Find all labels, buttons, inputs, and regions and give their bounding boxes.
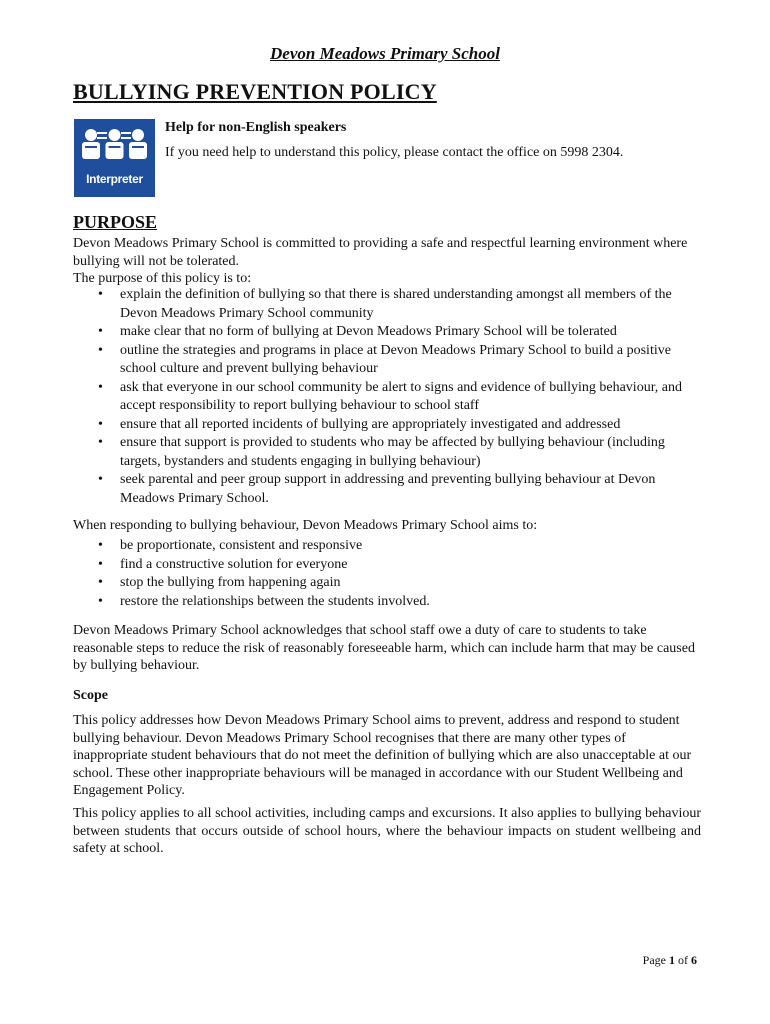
- list-item: • explain the definition of bullying so that there is shared understanding amongst all members of the Devon Meadows Primary School community: [98, 286, 698, 323]
- list-item: • seek parental and peer group support in addressing and preventing bullying behaviour at Devon Meadows Primary School.: [98, 471, 698, 508]
- page-total: 6: [691, 953, 697, 967]
- purpose-intro-text: Devon Meadows Primary School is committed to providing a safe and respectful learning environment where bullying will not be tolerated.: [73, 236, 688, 269]
- of-word: of: [678, 953, 688, 967]
- help-text: If you need help to understand this policy, please contact the office on 5998 2304.: [165, 145, 624, 160]
- aims-intro: When responding to bullying behaviour, Devon Meadows Primary School aims to:: [73, 518, 538, 533]
- list-item: • ensure that all reported incidents of bullying are appropriately investigated and addressed: [98, 416, 698, 435]
- list-item: • restore the relationships between the students involved.: [98, 593, 698, 612]
- school-name-header: Devon Meadows Primary School: [270, 44, 500, 63]
- list-item: • ask that everyone in our school community be alert to signs and evidence of bullying behaviour, and accept responsibility to report bullying behaviour to school staff: [98, 379, 698, 416]
- interpreter-people-graphic: [74, 119, 155, 171]
- duty-of-care-paragraph: Devon Meadows Primary School acknowledges that school staff owe a duty of care to students to take reasonable steps to reduce the risk of reasonably foreseeable harm, which can include harm that may be caused by bullying behaviour.: [73, 623, 695, 673]
- scope-heading: Scope: [73, 688, 108, 703]
- interpreter-icon: [74, 119, 155, 197]
- purpose-intro: [73, 235, 701, 288]
- purpose-list-lead: The purpose of this policy is to:: [73, 271, 252, 286]
- aims-list: [98, 537, 698, 611]
- list-item: • outline the strategies and programs in place at Devon Meadows Primary School to build a positive school culture and prevent bullying behaviour: [98, 342, 698, 379]
- page-word: Page: [642, 953, 666, 967]
- help-heading: Help for non-English speakers: [165, 120, 347, 135]
- scope-paragraph-1: This policy addresses how Devon Meadows Primary School aims to prevent, address and respond to student bullying behaviour. Devon Meadows Primary School recognises that there are many other types of inappropriate student behaviours that do not meet the definition of bullying which are also unacceptable at our school. These other inappropriate behaviours will be managed in accordance with our Student Wellbeing and Engagement Policy.: [73, 713, 692, 798]
- page-current: 1: [669, 953, 675, 967]
- scope-paragraph-2: This policy applies to all school activities, including camps and excursions. It also applies to bullying behaviour between students that occurs outside of school hours, where the behaviour impacts on student wellbeing and safety at school.: [73, 806, 701, 856]
- list-item: • make clear that no form of bullying at Devon Meadows Primary School will be tolerated: [98, 323, 698, 342]
- purpose-list: [98, 286, 698, 508]
- purpose-heading: PURPOSE: [73, 212, 158, 232]
- list-item: • stop the bullying from happening again: [98, 574, 698, 593]
- list-item: • ensure that support is provided to students who may be affected by bullying behaviour (including targets, bystanders and students engaging in bullying behaviour): [98, 434, 698, 471]
- page-number: [643, 953, 697, 968]
- list-item: • find a constructive solution for everyone: [98, 556, 698, 575]
- list-item: • be proportionate, consistent and responsive: [98, 537, 698, 556]
- policy-title: BULLYING PREVENTION POLICY: [73, 79, 437, 104]
- interpreter-icon-label: Interpreter: [86, 172, 143, 186]
